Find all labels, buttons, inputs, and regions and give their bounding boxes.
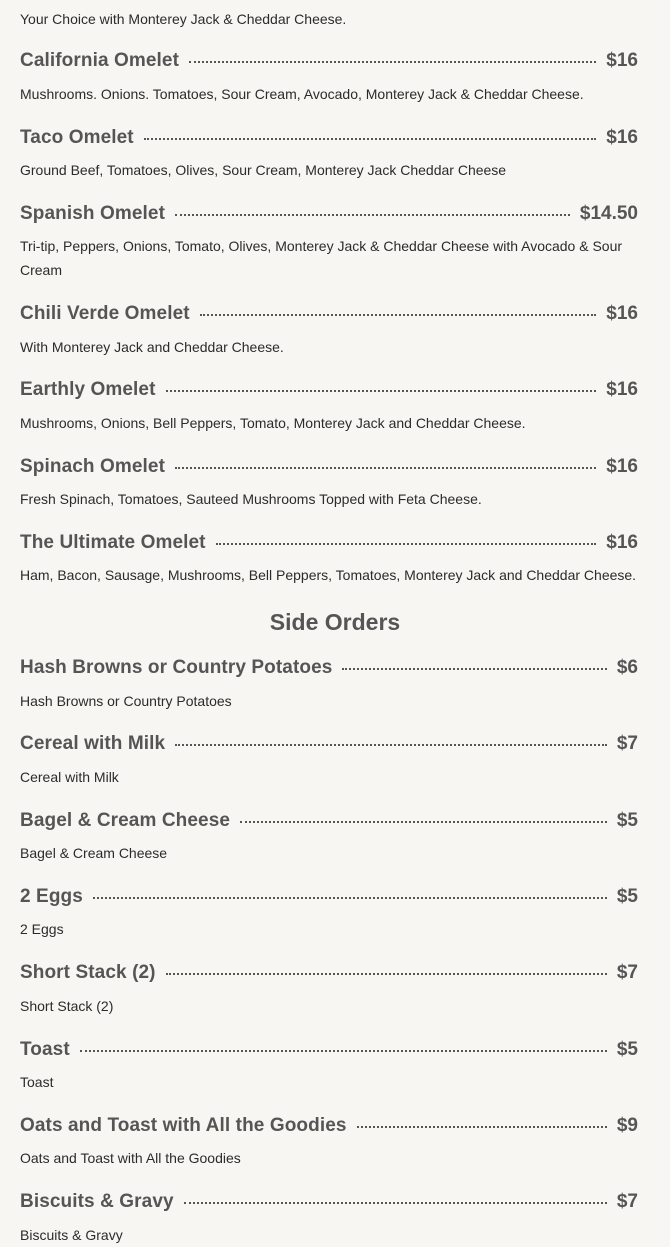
item-price: $6 [616,657,638,678]
menu-item [20,199,638,282]
dotted-leader [175,467,596,469]
menu-item [20,806,638,865]
item-description: Biscuits & Gravy [20,1227,123,1243]
item-header [20,46,638,76]
dotted-leader [189,61,596,63]
item-header [20,958,638,988]
item-name: Spanish Omelet [20,203,165,224]
menu-item [20,882,638,941]
item-description: Mushrooms, Onions, Bell Peppers, Tomato, Monterey Jack and Cheddar Cheese. [20,415,526,431]
item-price: $5 [616,886,638,907]
menu-item [20,452,638,511]
item-price: $7 [616,733,638,754]
item-description: With Monterey Jack and Cheddar Cheese. [20,339,284,355]
item-price: $16 [606,127,638,148]
item-price: $7 [616,1191,638,1212]
item-description: Oats and Toast with All the Goodies [20,1150,241,1166]
dotted-leader [175,744,607,746]
menu-item [20,123,638,182]
item-header [20,1035,638,1065]
dotted-leader [144,138,597,140]
item-description: Short Stack (2) [20,998,114,1014]
menu-item [20,1187,638,1247]
item-name: Taco Omelet [20,127,134,148]
item-description: Bagel & Cream Cheese [20,845,168,861]
section-title-side-orders: Side Orders [269,609,401,635]
item-name: Oats and Toast with All the Goodies [20,1115,347,1136]
dotted-leader [357,1126,607,1128]
item-name: Hash Browns or Country Potatoes [20,657,333,678]
item-description: Hash Browns or Country Potatoes [20,693,232,709]
item-name: Chili Verde Omelet [20,303,190,324]
item-description: Tri-tip, Peppers, Onions, Tomato, Olives, Monterey Jack & Cheddar Cheese with Avocado & Sour Cream [20,238,623,278]
item-name: Toast [20,1039,70,1060]
item-header [20,882,638,912]
item-description: Ham, Bacon, Sausage, Mushrooms, Bell Peppers, Tomatoes, Monterey Jack and Cheddar Cheese. [20,567,637,583]
menu-item [20,729,638,789]
item-name: Cereal with Milk [20,733,166,754]
dotted-leader [166,973,607,975]
item-price: $9 [616,1115,638,1136]
dotted-leader [93,897,607,899]
item-description: Fresh Spinach, Tomatoes, Sauteed Mushrooms Topped with Feta Cheese. [20,491,482,507]
item-name: Bagel & Cream Cheese [20,810,231,831]
dotted-leader [240,821,607,823]
item-header [20,729,638,759]
dotted-leader [80,1050,607,1052]
item-name: 2 Eggs [20,886,83,907]
item-name: California Omelet [20,50,180,71]
menu-item [20,653,638,713]
item-price: $7 [616,962,638,983]
item-price: $5 [616,1039,638,1060]
dotted-leader [342,668,606,670]
dotted-leader [166,390,597,392]
menu-item [20,46,638,106]
item-name: Earthly Omelet [20,379,156,400]
intro-text: Your Choice with Monterey Jack & Cheddar Cheese. [20,11,347,27]
item-name: Spinach Omelet [20,456,165,477]
menu-item [20,958,638,1018]
item-price: $16 [606,379,638,400]
item-name: Biscuits & Gravy [20,1191,174,1212]
item-description: Mushrooms. Onions. Tomatoes, Sour Cream, Avocado, Monterey Jack & Cheddar Cheese. [20,86,584,102]
item-header [20,375,638,405]
menu-item [20,1035,638,1094]
item-header [20,199,638,229]
item-header [20,452,638,482]
item-price: $14.50 [579,203,638,224]
item-header [20,1111,638,1141]
menu-item [20,375,638,435]
item-price: $16 [606,456,638,477]
item-name: Short Stack (2) [20,962,156,983]
menu-item [20,299,638,359]
item-header [20,806,638,836]
item-price: $16 [606,303,638,324]
item-description: Cereal with Milk [20,769,119,785]
item-price: $16 [606,532,638,553]
item-header [20,528,638,558]
item-header [20,123,638,153]
menu-item [20,1111,638,1170]
item-description: 2 Eggs [20,921,64,937]
dotted-leader [200,314,597,316]
item-header [20,653,638,683]
item-price: $5 [616,810,638,831]
dotted-leader [216,543,597,545]
menu-item [20,528,638,587]
item-price: $16 [606,50,638,71]
item-header [20,1187,638,1217]
item-header [20,299,638,329]
item-description: Ground Beef, Tomatoes, Olives, Sour Cream, Monterey Jack Cheddar Cheese [20,162,507,178]
dotted-leader [175,214,570,216]
item-description: Toast [20,1074,54,1090]
item-name: The Ultimate Omelet [20,532,206,553]
dotted-leader [184,1202,607,1204]
